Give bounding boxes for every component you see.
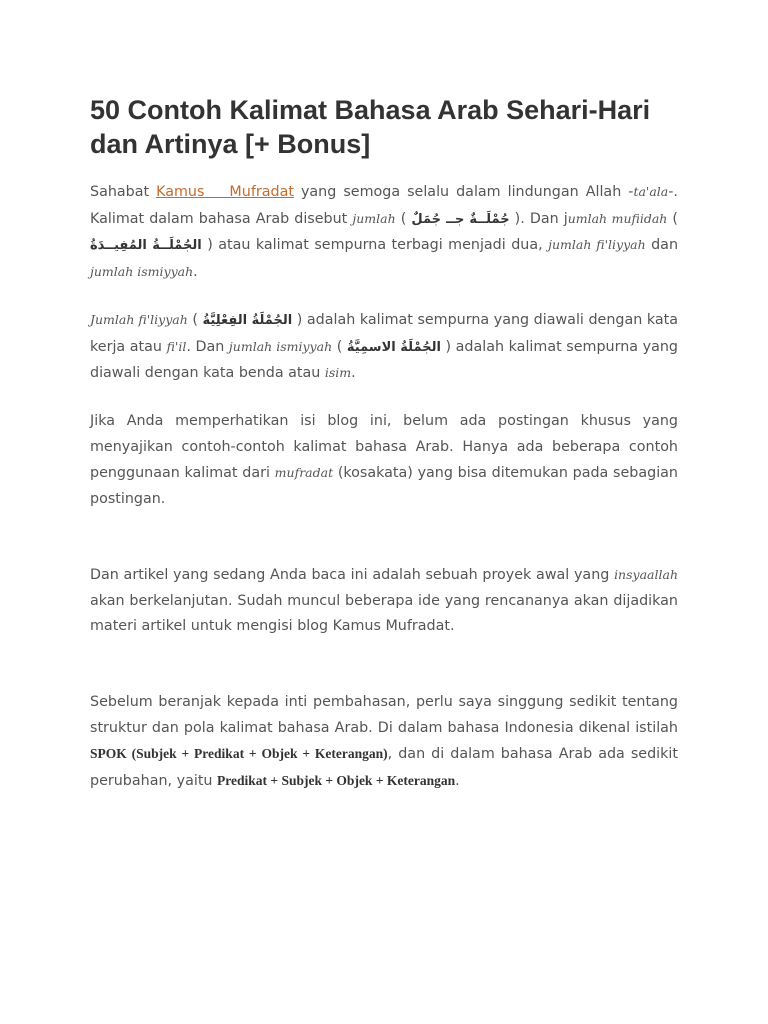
paragraph-intro [90, 179, 678, 285]
italic-term: jumlah [352, 210, 396, 226]
text: akan berkelanjutan. Sudah muncul beberapa ide yang rencananya akan dijadikan materi artikel untuk mengisi blog Kamus Mufradat. [90, 592, 678, 634]
italic-term: insyaallah [614, 567, 678, 582]
text: Dan artikel yang sedang Anda baca ini adalah sebuah proyek awal yang [90, 567, 615, 583]
text: . [455, 772, 460, 789]
paragraph-jumlah-definitions [90, 307, 678, 387]
text: ) adalah kalimat sempurna yang diawali dengan kata benda atau [90, 338, 678, 381]
italic-term: umlah mufiidah [567, 210, 668, 226]
text: ) adalah kalimat sempurna yang diawali dengan kata kerja atau [90, 312, 678, 355]
text: dan [645, 237, 679, 253]
italic-term: jumlah ismiyyah [90, 263, 194, 279]
italic-term: isim [324, 365, 352, 380]
italic-term: jumlah ismiyyah [228, 338, 333, 354]
kamus-mufradat-link[interactable]: Kamus Mufradat [156, 184, 294, 200]
text: . Dan [186, 338, 229, 355]
paragraph-sentence-structure [90, 690, 678, 794]
arabic-term: الجُمْلَــةُ المُفِيــدَةُ [90, 238, 202, 253]
italic-term: mufradat [274, 465, 334, 480]
italic-term: jumlah fi'liyyah [548, 237, 646, 252]
text: . [351, 365, 356, 381]
text: ( [332, 338, 347, 355]
text: (kosakata) yang bisa ditemukan pada sebagian postingan. [90, 465, 678, 507]
text: Sahabat [90, 184, 157, 200]
arabic-term: جُمْلَــةٌ جــ جُمَلٌ [411, 211, 510, 227]
text: ). Dan j [509, 210, 568, 227]
text: Sebelum beranjak kepada inti pembahasan, perlu saya singgung sedikit tentang struktur dan pola kalimat bahasa Arab. Di dalam bahasa Indonesia dikenal istilah [90, 694, 678, 736]
arabic-term: الجُمْلَةُ الفِعْلِيَّةُ [202, 313, 293, 328]
text: , dan di dalam bahasa Arab ada sedikit perubahan, yaitu [90, 746, 679, 789]
text: -. Kalimat dalam bahasa Arab disebut [90, 184, 678, 227]
paragraph-blog-contents [90, 409, 678, 512]
article-title: 50 Contoh Kalimat Bahasa Arab Sehari-Hari dan Artinya [+ Bonus] [90, 95, 651, 159]
paragraph-project [90, 562, 678, 640]
italic-term: Jumlah fi'liyyah [90, 312, 188, 327]
italic-term: fi'il [166, 338, 187, 354]
arabic-term: الجُمْلَةُ الاسمِيَّةُ [346, 339, 441, 355]
text: ) atau kalimat sempurna terbagi menjadi dua, [201, 237, 549, 253]
text: ( [667, 210, 679, 227]
text: Jika Anda memperhatikan isi blog ini, belum ada postingan khusus yang menyajikan contoh-contoh kalimat bahasa Arab. Hanya ada beberapa contoh penggunaan kalimat dari [90, 413, 678, 481]
italic-term: ta'ala [633, 184, 669, 199]
bold-term: Predikat + Subjek + Objek + Keterangan [217, 772, 456, 788]
text: ( [395, 210, 412, 227]
text: . [193, 263, 198, 280]
text: ( [187, 312, 203, 328]
bold-term: SPOK (Subjek + Predikat + Objek + Keterangan) [90, 746, 388, 761]
text: yang semoga selalu dalam lindungan Allah - [293, 184, 634, 200]
